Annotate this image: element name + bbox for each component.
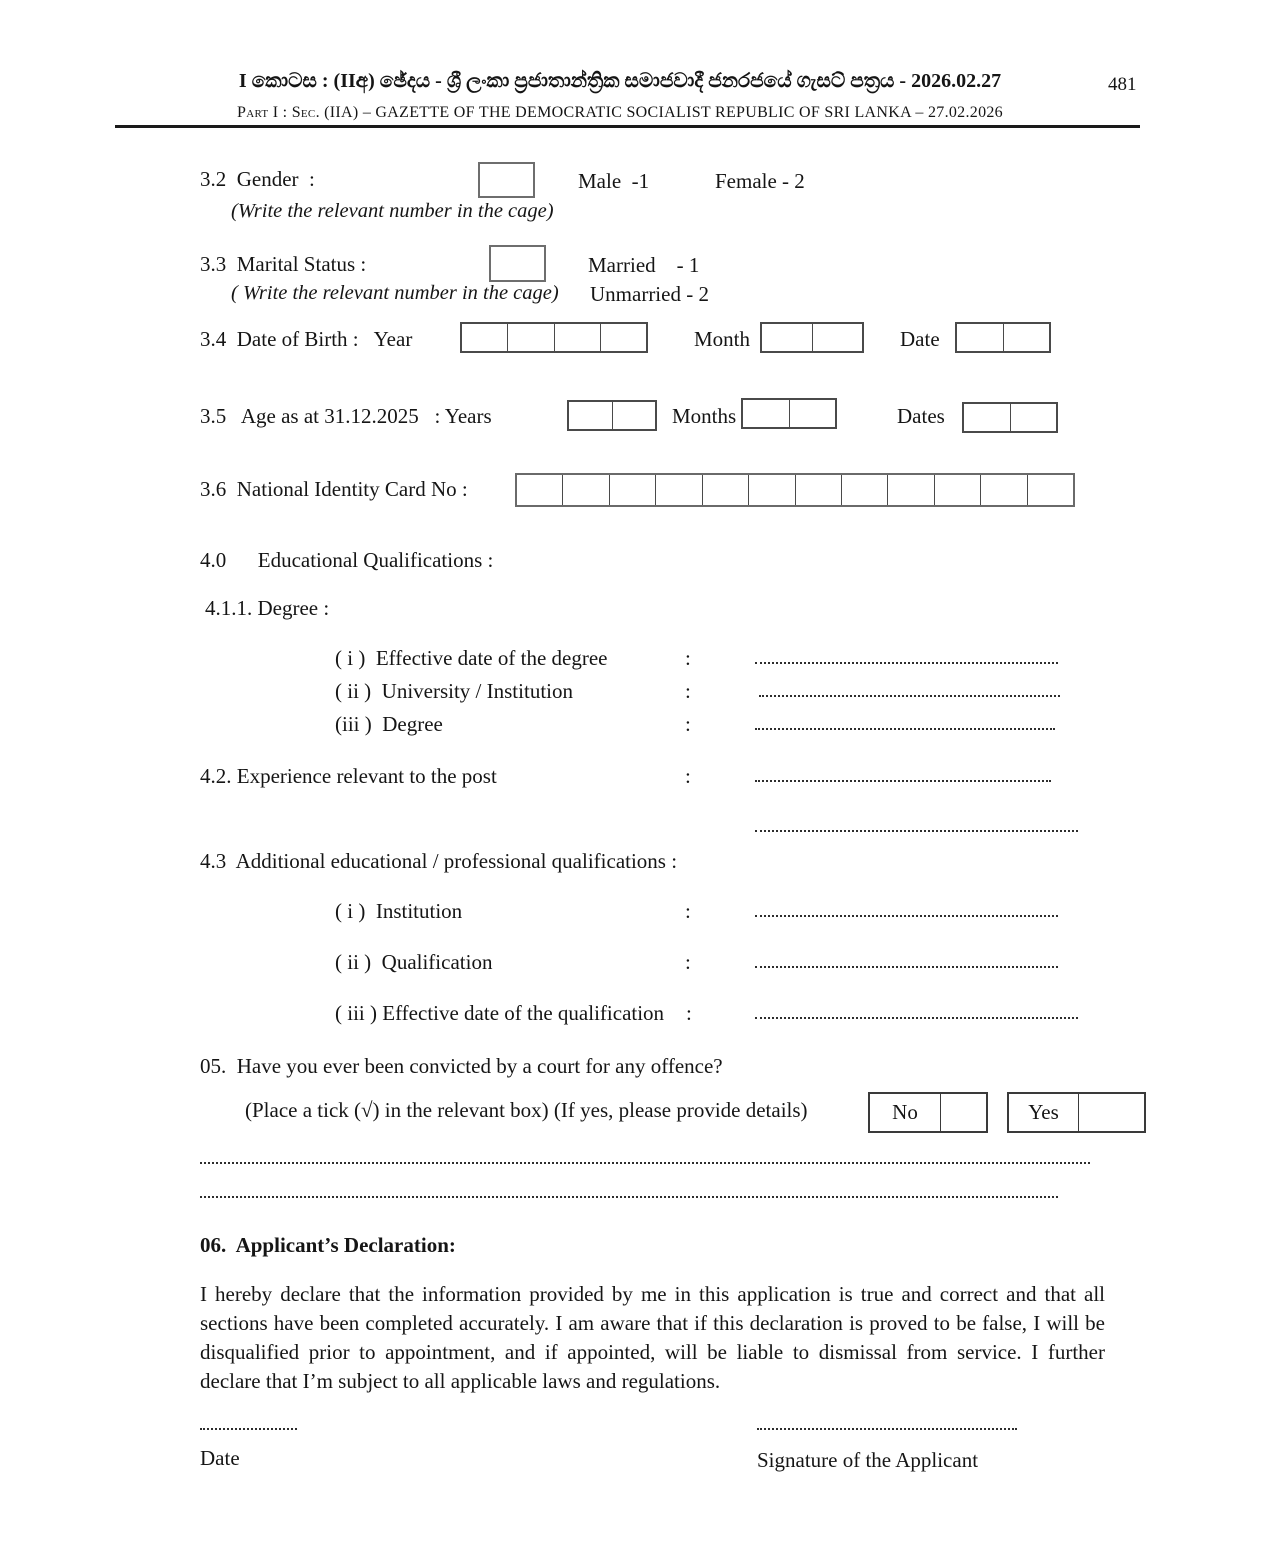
age-years-cell[interactable] <box>613 402 656 429</box>
nic-cell[interactable] <box>749 475 795 505</box>
nic-cells[interactable] <box>515 473 1075 507</box>
experience-colon: : <box>685 764 691 788</box>
dob-title: 3.4 Date of Birth : Year <box>200 327 413 351</box>
dob-year-cell[interactable] <box>508 324 554 351</box>
additional-item-qualification: ( ii ) Qualification <box>335 950 493 974</box>
degree-item-university-colon: : <box>685 679 691 703</box>
declaration-heading: 06. Applicant’s Declaration: <box>200 1233 456 1257</box>
nic-cell[interactable] <box>935 475 981 505</box>
conviction-yes-label: Yes <box>1009 1094 1079 1131</box>
degree-item-effective-date: ( i ) Effective date of the degree <box>335 646 608 670</box>
age-dates-label: Dates <box>897 404 945 428</box>
marital-option-married: Married - 1 <box>588 253 700 277</box>
signature-label: Signature of the Applicant <box>757 1448 979 1472</box>
age-dates-cell[interactable] <box>1011 404 1057 431</box>
nic-cell[interactable] <box>1028 475 1073 505</box>
dob-month-label: Month <box>694 327 751 351</box>
conviction-no-tick-cell[interactable] <box>941 1094 986 1131</box>
additional-item-institution-colon: : <box>685 899 691 923</box>
age-title: 3.5 Age as at 31.12.2025 : Years <box>200 404 492 428</box>
conviction-question: 05. Have you ever been convicted by a court for any offence? <box>200 1054 723 1078</box>
nic-cell[interactable] <box>981 475 1027 505</box>
additional-item-effective-date: ( iii ) Effective date of the qualification <box>335 1001 665 1025</box>
age-dates-cell[interactable] <box>964 404 1011 431</box>
additional-institution-line[interactable] <box>755 899 1058 917</box>
dob-month-cell[interactable] <box>762 324 813 351</box>
conviction-yes-box <box>1007 1092 1146 1133</box>
age-months-cell[interactable] <box>743 400 790 427</box>
gender-cage[interactable] <box>478 162 535 198</box>
conviction-instruction: (Place a tick (√) in the relevant box) (If yes, please provide details) <box>245 1098 808 1122</box>
gazette-header-english: Part I : Sec. (IIA) – GAZETTE OF THE DEMOCRATIC SOCIALIST REPUBLIC OF SRI LANKA – 27.02.2026 <box>237 104 1003 121</box>
degree-item-effective-date-colon: : <box>685 646 691 670</box>
experience-line-1[interactable] <box>755 764 1051 782</box>
additional-item-effective-date-colon: : <box>686 1001 692 1025</box>
dob-month-cells[interactable] <box>760 322 864 353</box>
conviction-no-box <box>868 1092 988 1133</box>
marital-cage[interactable] <box>489 245 546 282</box>
gender-option-male: Male -1 <box>578 169 650 193</box>
conviction-details-line-1[interactable] <box>200 1146 1090 1164</box>
additional-title: 4.3 Additional educational / professional qualifications : <box>200 849 678 873</box>
dob-date-cell[interactable] <box>1004 324 1050 351</box>
experience-line-2[interactable] <box>755 814 1078 832</box>
conviction-no-label: No <box>870 1094 941 1131</box>
page-number: 481 <box>1108 74 1137 95</box>
degree-name-line[interactable] <box>755 712 1055 730</box>
age-years-cell[interactable] <box>569 402 613 429</box>
nic-cell[interactable] <box>517 475 563 505</box>
age-years-cells[interactable] <box>567 400 657 431</box>
degree-heading: 4.1.1. Degree : <box>205 596 330 620</box>
dob-date-cell[interactable] <box>957 324 1004 351</box>
declaration-body: I hereby declare that the information provided by me in this application is true and correct and that all sections have been completed accurately. I am aware that if this declaration is proved to be false, I will be disqualified prior to appointment, and if appointed, will be liable to dismissal from service. I further declare that I’m subject to all applicable laws and regulations. <box>200 1282 1105 1393</box>
nic-cell[interactable] <box>703 475 749 505</box>
dob-year-cells[interactable] <box>460 322 648 353</box>
additional-qualification-line[interactable] <box>755 950 1058 968</box>
edu-title: 4.0 Educational Qualifications : <box>200 548 494 572</box>
signature-fill-line[interactable] <box>757 1414 1017 1430</box>
nic-cell[interactable] <box>656 475 702 505</box>
age-dates-cells[interactable] <box>962 402 1058 433</box>
nic-cell[interactable] <box>610 475 656 505</box>
gender-option-female: Female - 2 <box>715 169 805 193</box>
conviction-details-line-2[interactable] <box>200 1180 1058 1198</box>
degree-item-university: ( ii ) University / Institution <box>335 679 573 703</box>
nic-cell[interactable] <box>796 475 842 505</box>
dob-year-cell[interactable] <box>462 324 508 351</box>
nic-cell[interactable] <box>563 475 609 505</box>
date-label: Date <box>200 1446 240 1470</box>
dob-year-cell[interactable] <box>601 324 646 351</box>
additional-item-institution: ( i ) Institution <box>335 899 463 923</box>
gender-title: 3.2 Gender : <box>200 167 315 191</box>
dob-month-cell[interactable] <box>813 324 863 351</box>
marital-option-unmarried: Unmarried - 2 <box>590 282 709 306</box>
dob-date-cells[interactable] <box>955 322 1051 353</box>
nic-cell[interactable] <box>842 475 888 505</box>
dob-year-cell[interactable] <box>555 324 601 351</box>
experience-title: 4.2. Experience relevant to the post <box>200 764 497 788</box>
marital-title: 3.3 Marital Status : <box>200 252 367 276</box>
degree-effective-date-line[interactable] <box>755 646 1058 664</box>
age-months-cells[interactable] <box>741 398 837 429</box>
nic-title: 3.6 National Identity Card No : <box>200 477 468 501</box>
dob-date-label: Date <box>900 327 940 351</box>
gender-hint: (Write the relevant number in the cage) <box>231 200 554 222</box>
gazette-header-sinhala: I කොටස : (IIඅ) ඡේදය - ශ්‍රී ලංකා ප්‍රජාතාන්ත්‍රික සමාජවාදී ජනරජයේ ගැසට් පත්‍රය - 2026.02.27 <box>238 70 1002 92</box>
additional-item-qualification-colon: : <box>685 950 691 974</box>
header-rule <box>115 125 1140 128</box>
degree-item-degree: (iii ) Degree <box>335 712 443 736</box>
nic-cell[interactable] <box>888 475 934 505</box>
age-months-cell[interactable] <box>790 400 836 427</box>
date-fill-line[interactable] <box>200 1414 297 1430</box>
degree-item-degree-colon: : <box>685 712 691 736</box>
additional-effective-date-line[interactable] <box>755 1001 1078 1019</box>
marital-hint: ( Write the relevant number in the cage) <box>231 282 559 304</box>
conviction-yes-tick-cell[interactable] <box>1079 1094 1144 1131</box>
age-months-label: Months <box>672 404 737 428</box>
degree-university-line[interactable] <box>759 679 1060 697</box>
